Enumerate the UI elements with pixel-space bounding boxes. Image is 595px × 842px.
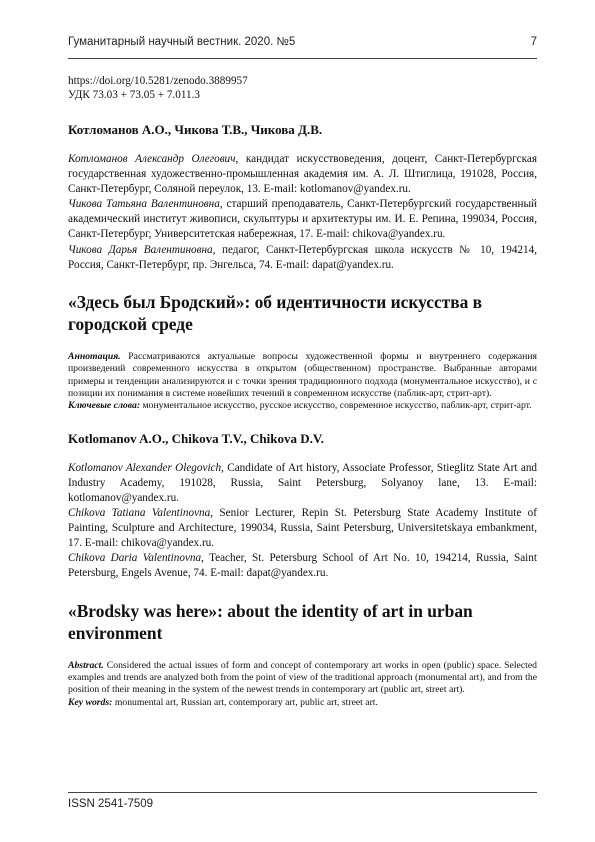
author-name: Чикова Татьяна Валентиновна [68, 198, 220, 211]
keywords-label: Ключевые слова: [68, 400, 141, 412]
affiliations-ru [68, 152, 537, 273]
abstract-en [68, 660, 537, 710]
article-title-ru: «Здесь был Бродский»: об идентичности искусства в городской среде [68, 291, 483, 334]
abstract-label: Abstract. [68, 659, 104, 671]
udk-code: УДК 73.03 + 73.05 + 7.011.3 [68, 89, 200, 101]
author-name: Котломанов Александр Олегович [68, 153, 236, 165]
abstract-ru-paragraph [68, 351, 537, 401]
abstract-label: Аннотация. [68, 350, 121, 362]
affiliation-ru-1 [68, 152, 537, 197]
abstract-ru [68, 351, 537, 413]
author-details: , Candidate of Art history, Associate Professor, Stieglitz State Art and Industry Academy, 191028, Russia, Saint Petersburg, Solyanoy lane, 13. E-mail: kotlomanov@yandex.ru. [68, 461, 538, 504]
abstract-en-paragraph [68, 660, 537, 697]
footer-divider [68, 792, 537, 793]
affiliations-en [68, 461, 537, 582]
header-divider [68, 58, 537, 59]
authors-en: Kotlomanov A.O., Chikova T.V., Chikova D.V. [68, 430, 324, 446]
article-meta [68, 74, 537, 102]
author-details: , Teacher, St. Petersburg School of Art No. 10, 194214, Russia, Saint Petersburg, Engels Avenue, 74. E-mail: dapat@yandex.ru. [68, 552, 537, 580]
article-title-en: «Brodsky was here»: about the identity of art in urban environment [68, 600, 473, 643]
keywords-ru-paragraph [68, 400, 537, 412]
page-number: 7 [530, 36, 537, 48]
affiliation-en-2 [68, 506, 537, 551]
affiliation-en-3 [68, 551, 537, 581]
author-details: , Senior Lecturer, Repin St. Petersburg State Academy Institute of Painting, Sculpture and Architecture, 199034, Russia, Saint Petersburg, Universitetskaya embankment, 17. E-mail: chikova@yandex.ru. [68, 507, 537, 550]
author-details: , кандидат искусствоведения, доцент, Санкт-Петербургская государственная художественно-промышленная академия им. А. Л. Штиглица, 191028, Россия, Санкт-Петербург, Соляной переулок, 13. E-mail: kotlomanov@yandex.ru. [68, 153, 537, 196]
keywords-text: monumental art, Russian art, contemporary art, public art, street art. [112, 696, 378, 708]
author-name: Chikova Daria Valentinovna [68, 552, 202, 565]
affiliation-en-1 [68, 461, 537, 506]
author-name: Kotlomanov Alexander Olegovich [68, 461, 222, 474]
author-details: , педагог, Санкт-Петербургская школа искусств № 10, 194214, Россия, Санкт-Петербург, пр. Энгельса, 74. E-mail: dapat@yandex.ru. [68, 243, 537, 271]
author-name: Chikova Tatiana Valentinovna [68, 507, 211, 520]
doi-link[interactable]: https://doi.org/10.5281/zenodo.3889957 [68, 75, 248, 87]
keywords-en-paragraph [68, 697, 537, 709]
article-body [68, 74, 537, 709]
issn-footer: ISSN 2541-7509 [68, 798, 154, 810]
affiliation-ru-2 [68, 197, 537, 242]
abstract-text: Рассматриваются актуальные вопросы художественной формы и внутреннего содержания произведений современного искусства в открытом (общественном) пространстве. Выбранные авторами примеры и тенденции анализируются и с точки зрения традиционного подхода (монументальное искусство), и с позиции их понимания в системе новейших течений в современном искусстве (паблик-арт, стрит-арт). [68, 350, 537, 399]
keywords-label: Key words: [68, 696, 113, 708]
keywords-text: монументальное искусство, русское искусство, современное искусство, паблик-арт, стрит-арт. [140, 400, 532, 412]
authors-ru: Котломанов А.О., Чикова Т.В., Чикова Д.В. [68, 122, 323, 137]
abstract-text: Considered the actual issues of form and concept of contemporary art works in open (public) space. Selected examples and trends are analyzed both from the point of view of the traditional approach (monumental art), and from the position of their meaning in the system of the newest trends in contemporary art (public art, street art). [68, 659, 537, 696]
author-details: , старший преподаватель, Санкт-Петербургский государственный академический институт живописи, скульптуры и архитектуры им. И. Е. Репина, 199034, Россия, Санкт-Петербург, Университетская набережная, 17. E-mail: chikova@yandex.ru. [68, 198, 537, 241]
author-name: Чикова Дарья Валентиновна [68, 243, 213, 256]
affiliation-ru-3 [68, 243, 537, 273]
journal-title: Гуманитарный научный вестник. 2020. №5 [68, 36, 296, 48]
